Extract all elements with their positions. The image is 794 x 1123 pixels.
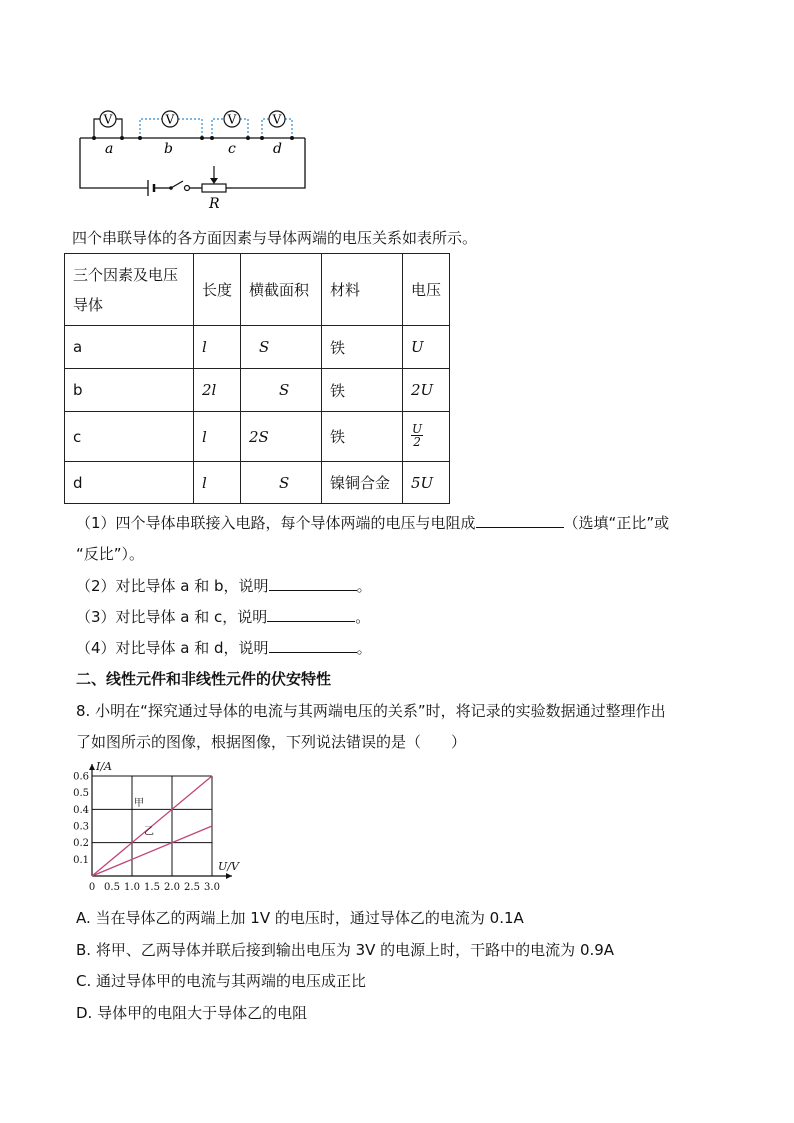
row-voltage: 2U: [403, 369, 450, 412]
answer-blank[interactable]: [476, 513, 564, 528]
q1-hint: （选填“正比”或: [563, 514, 670, 532]
voltmeter-label: V: [165, 112, 175, 127]
x-axis-label: U/V: [218, 860, 239, 873]
row-material: 镍铜合金: [322, 462, 403, 504]
row-area: S: [241, 462, 322, 504]
question-1: [76, 512, 669, 533]
table-header-row: [65, 254, 450, 326]
row-length: l: [194, 462, 241, 504]
table-row: [65, 462, 450, 504]
x-axis-arrow: [226, 873, 232, 879]
x-tick-label: 1.0: [124, 882, 140, 893]
series-label: 甲: [134, 798, 144, 809]
q8-stem-line1: 8. 小明在“探究通过导体的电流与其两端电压的关系”时，将记录的实验数据通过整理作出: [76, 702, 666, 720]
y-tick-label: 0.2: [73, 838, 89, 850]
rheostat-label: R: [209, 196, 220, 212]
row-name: b: [65, 369, 194, 412]
y-axis-label: I/A: [96, 760, 112, 773]
x-tick-label: 2.0: [164, 882, 180, 893]
option-b[interactable]: B. 将甲、乙两导体并联后接到输出电压为 3V 的电源上时，干路中的电流为 0.9A: [76, 941, 615, 959]
header-length: 长度: [194, 254, 241, 326]
q4-end: 。: [356, 639, 372, 657]
conductor-label-a: a: [105, 141, 114, 157]
header-line2: 导体: [73, 295, 104, 314]
voltmeter-label: V: [272, 112, 282, 127]
row-name: c: [65, 412, 194, 462]
answer-blank[interactable]: [269, 576, 357, 591]
q3-text: （3）对比导体 a 和 c，说明: [76, 608, 268, 626]
q3-end: 。: [355, 608, 371, 626]
header-area: 横截面积: [241, 254, 322, 326]
voltmeter-label: V: [103, 112, 113, 127]
row-voltage: [403, 412, 450, 462]
row-voltage: 5U: [403, 462, 450, 504]
header-cell: [65, 254, 194, 326]
answer-blank[interactable]: [267, 607, 355, 622]
table-row: [65, 412, 450, 462]
voltage-fraction: [411, 423, 423, 448]
header-line1: 三个因素及电压: [73, 265, 179, 284]
answer-blank[interactable]: [269, 638, 357, 653]
row-area: 2S: [241, 412, 322, 462]
row-material: 铁: [322, 326, 403, 369]
q2-text: （2）对比导体 a 和 b，说明: [76, 577, 269, 595]
row-length: 2l: [194, 369, 241, 412]
x-tick-label: 3.0: [204, 882, 220, 893]
voltmeter-label: V: [227, 112, 237, 127]
header-voltage: 电压: [403, 254, 450, 326]
conductor-label-b: b: [164, 141, 173, 157]
q8-stem-line2: 了如图所示的图像，根据图像，下列说法错误的是（ ）: [76, 733, 467, 751]
fraction-denominator: 2: [413, 435, 421, 449]
x-tick-label: 0.5: [104, 882, 120, 893]
y-tick-label: 0.1: [73, 854, 89, 866]
table-row: [65, 369, 450, 412]
factor-table: [64, 253, 450, 504]
question-2: [76, 575, 372, 596]
iu-chart: [70, 758, 250, 900]
y-axis-arrow: [89, 764, 95, 770]
row-length: l: [194, 412, 241, 462]
y-tick-label: 0.6: [73, 771, 89, 783]
row-name: d: [65, 462, 194, 504]
y-tick-label: 0.5: [73, 788, 89, 800]
header-material: 材料: [322, 254, 403, 326]
fraction-numerator: U: [412, 422, 423, 436]
conductor-label-d: d: [273, 141, 282, 157]
row-name: a: [65, 326, 194, 369]
question-1-cont: “反比”）。: [76, 545, 145, 563]
q4-text: （4）对比导体 a 和 d，说明: [76, 639, 269, 657]
question-3: [76, 606, 370, 627]
row-voltage: U: [403, 326, 450, 369]
y-tick-label: 0.4: [73, 804, 89, 816]
row-material: 铁: [322, 369, 403, 412]
q1-text: （1）四个导体串联接入电路，每个导体两端的电压与电阻成: [76, 514, 476, 532]
option-c[interactable]: C. 通过导体甲的电流与其两端的电压成正比: [76, 972, 367, 990]
conductor-label-c: c: [228, 141, 236, 157]
row-area: S: [241, 369, 322, 412]
table-intro: 四个串联导体的各方面因素与导体两端的电压关系如表所示。: [72, 229, 478, 247]
y-tick-label: 0.3: [73, 821, 89, 833]
table-row: [65, 326, 450, 369]
x-tick-label: 0: [88, 882, 96, 893]
circuit-diagram: [70, 100, 320, 212]
question-4: [76, 637, 372, 658]
row-length: l: [194, 326, 241, 369]
option-d[interactable]: D. 导体甲的电阻大于导体乙的电阻: [76, 1004, 308, 1022]
option-a[interactable]: A. 当在导体乙的两端上加 1V 的电压时，通过导体乙的电流为 0.1A: [76, 909, 524, 927]
x-tick-label: 2.5: [184, 882, 200, 893]
row-area: S: [241, 326, 322, 369]
rheostat: [202, 184, 226, 192]
series-label: 乙: [144, 826, 154, 838]
row-material: 铁: [322, 412, 403, 462]
x-tick-label: 1.5: [144, 882, 160, 893]
section-title: 二、线性元件和非线性元件的伏安特性: [76, 670, 332, 688]
q2-end: 。: [356, 577, 372, 595]
